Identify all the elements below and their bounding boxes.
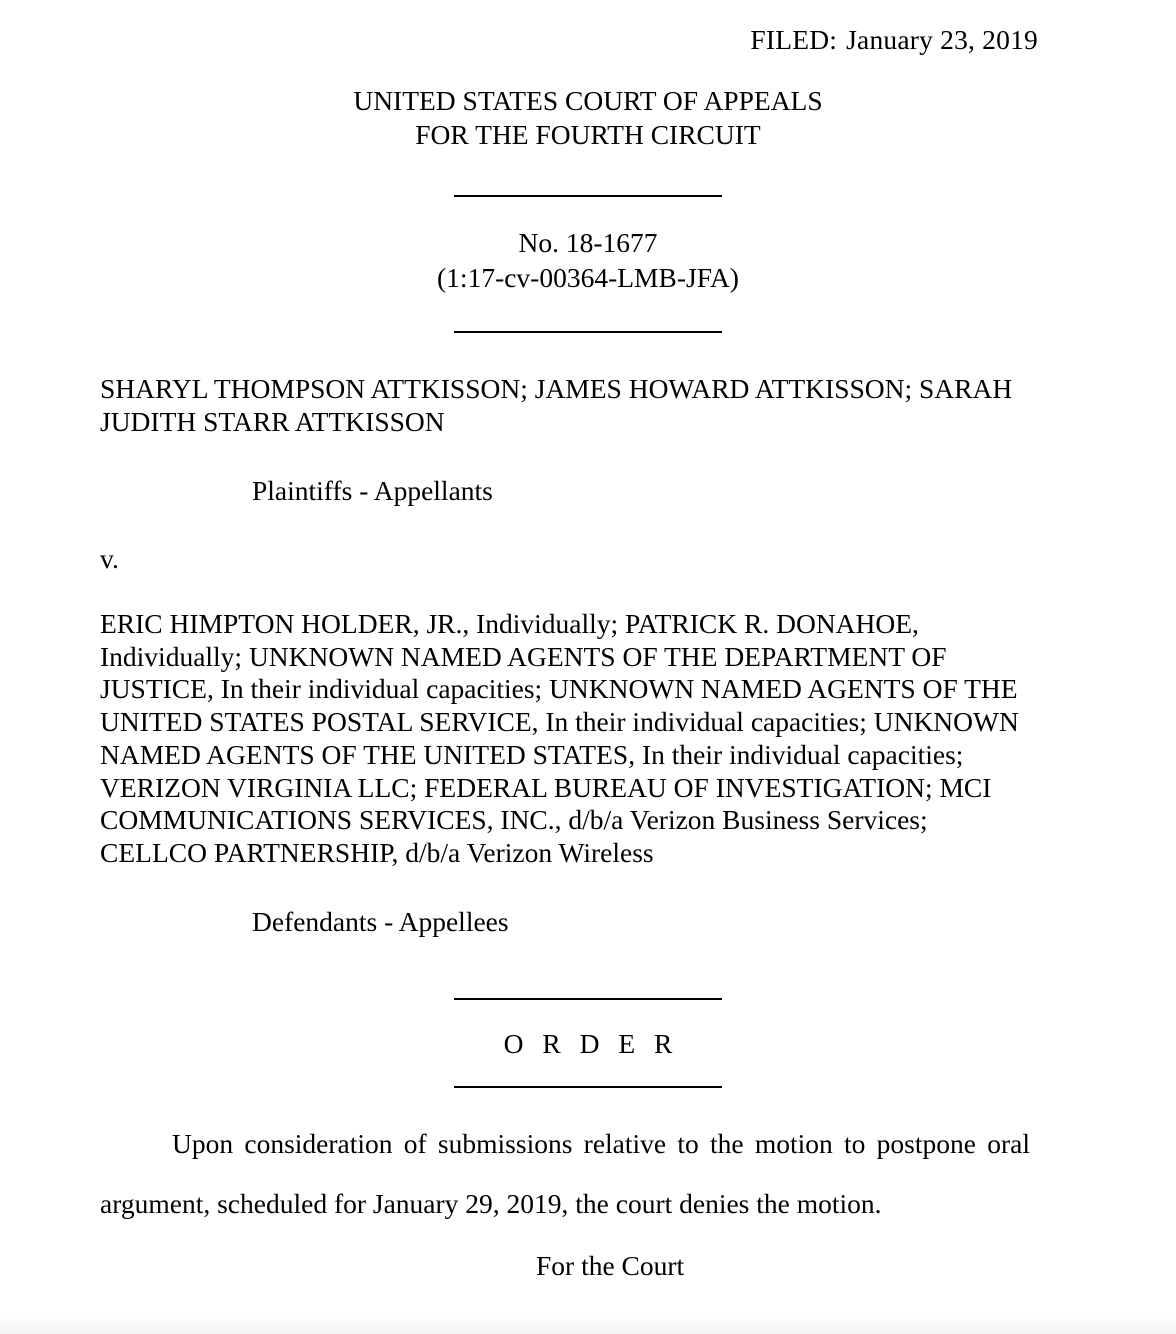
divider-rule-below-order	[454, 1086, 722, 1088]
plaintiff-names: SHARYL THOMPSON ATTKISSON; JAMES HOWARD ATTKISSON; SARAH JUDITH STARR ATTKISSON	[100, 373, 1013, 437]
case-caption	[100, 373, 1030, 938]
court-name-line-1: UNITED STATES COURT OF APPEALS	[353, 85, 823, 116]
defendant-names: ERIC HIMPTON HOLDER, JR., Individually; PATRICK R. DONAHOE, Individually; UNKNOWN NAMED AGENTS OF THE DEPARTMENT OF JUSTICE, In their individual capacities; UNKNOWN NAMED AGENTS OF THE UNITED STATES POSTAL SERVICE, In their individual capacities; UNKNOWN NAMED AGENTS OF THE UNITED STATES, In their individual capacities; VERIZON VIRGINIA LLC; FEDERAL BUREAU OF INVESTIGATION; MCI COMMUNICATIONS SERVICES, INC., d/b/a Verizon Business Services; CELLCO PARTNERSHIP, d/b/a Verizon Wireless	[100, 608, 1019, 869]
order-body-sentence: Upon consideration of submissions relative to the motion to postpone oral argument, scheduled for January 29, 2019, the court denies the motion.	[100, 1128, 1030, 1219]
appeal-number: No. 18-1677	[518, 226, 658, 258]
plaintiffs-role-label: Plaintiffs - Appellants	[252, 474, 493, 506]
order-title: O R D E R	[503, 1028, 679, 1060]
court-heading	[0, 84, 1176, 153]
district-court-number: (1:17-cv-00364-LMB-JFA)	[437, 261, 739, 293]
page-bottom-fade	[0, 1308, 1176, 1334]
order-body-indent	[100, 1128, 172, 1159]
for-the-court-label: For the Court	[536, 1249, 685, 1281]
versus-separator: v.	[100, 543, 119, 575]
filed-label: FILED:	[750, 24, 838, 55]
case-number-block	[0, 225, 1176, 295]
filed-stamp	[0, 0, 1176, 56]
filed-date: January 23, 2019	[846, 24, 1038, 55]
court-name-line-2: FOR THE FOURTH CIRCUIT	[415, 119, 761, 151]
divider-rule-top	[454, 195, 722, 197]
order-section-spacer	[0, 938, 1176, 998]
divider-rule-below-case	[454, 331, 722, 333]
order-body-text	[100, 1114, 1030, 1232]
defendants-role-label: Defendants - Appellees	[252, 905, 509, 937]
